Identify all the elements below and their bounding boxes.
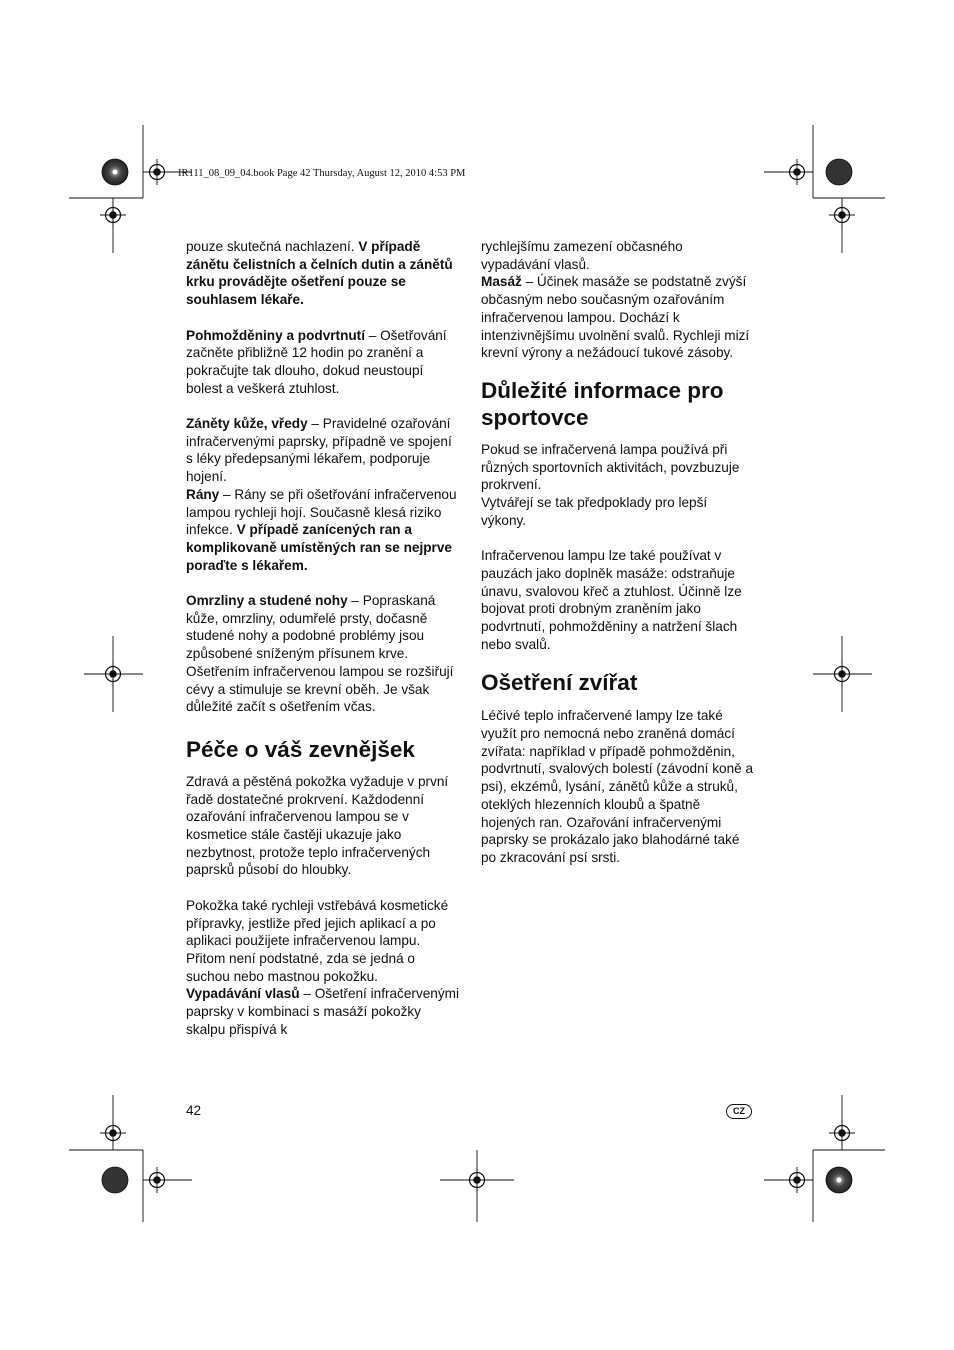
- registration-mark-icon: [144, 1167, 170, 1193]
- paragraph-hair-loss: Vypadávání vlasů – Ošetření infračervenými paprsky v kombinaci s masáží pokožky skalpu přispívá k: [186, 986, 460, 1037]
- heading-animal-care: Ošetření zvířat: [481, 670, 638, 696]
- registration-mark-icon: [784, 1167, 810, 1193]
- registration-mark-icon: [464, 1167, 490, 1193]
- paragraph-frostbite: Omrzliny a studené nohy – Popraskaná kůže, omrzliny, odumřelé prsty, dočasně studené nohy a podobné problémy jsou způsobené sníženým přísunem krve. Ošetřením infračervenou lampou se rozšiřují cévy a stimuluje se krevní oběh. Je však důležité začít s ošetřením včas.: [186, 593, 454, 715]
- language-badge: CZ: [726, 1104, 752, 1119]
- right-column: [481, 238, 756, 867]
- paragraph-skin: Záněty kůže, vředy – Pravidelné ozařování infračervenými paprsky, případně ve spojení s léky předepsanými lékařem, podporuje hojení.: [186, 416, 452, 485]
- paragraph-sport-massage: Infračervenou lampu lze také používat v pauzách jako doplněk masáže: odstraňuje únavu, svalovou křeč a ztuhlost. Účinně lze bojovat proti drobným zraněním jako podvrtnutí, pohmožděniny a natržení šlach nebo svalů.: [481, 548, 742, 652]
- paragraph-sport-circulation: Pokud se infračervená lampa používá při různých sportovních aktivitách, povzbuzuje prokrvení.: [481, 441, 740, 493]
- warning-sinus: V případě zánětu čelistních a čelních dutin a zánětů krku provádějte ošetření pouze se souhlasem lékaře.: [186, 239, 453, 308]
- registration-mark-icon: [100, 661, 126, 687]
- color-wheel-icon: [826, 159, 852, 185]
- registration-mark-icon: [829, 1120, 855, 1146]
- registration-mark-icon: [829, 202, 855, 228]
- page-number: 42: [186, 1103, 202, 1118]
- paragraph-cold: pouze skutečná nachlazení. V případě zánětu čelistních a čelních dutin a zánětů krku provádějte ošetření pouze se souhlasem lékaře.: [186, 239, 453, 308]
- file-info-header: IR111_08_09_04.book Page 42 Thursday, August 12, 2010 4:53 PM: [178, 168, 466, 179]
- heading-athletes: Důležité informace pro sportovce: [481, 377, 724, 430]
- heading-appearance-care: Péče o váš zevnějšek: [186, 736, 415, 762]
- registration-mark-icon: [144, 159, 170, 185]
- registration-mark-icon: [100, 1120, 126, 1146]
- paragraph-bruises: Pohmožděniny a podvrtnutí – Ošetřování začněte přibližně 12 hodin po zranění a pokračujte tak dlouho, dokud neustoupí bolest a veškerá ztuhlost.: [186, 327, 447, 396]
- color-wheel-icon: [102, 159, 128, 185]
- paragraph-performance: Vytvářejí se tak předpoklady pro lepší výkony.: [481, 495, 708, 528]
- paragraph-animals: Léčivé teplo infračervené lampy lze také využít pro nemocná nebo zraněná domácí zvířata: například v případě pohmožděnin, podvrtnutí, svalových bolestí (závodní koně a psi), ekzémů, lysání, zánětů kůže a struků, oteklých hlezenních kloubů a špatně hojených ran. Ozařování infračervenými paprsky se prokázalo jako blahodárné také po zkracování psí srsti.: [481, 708, 754, 865]
- left-column: [186, 238, 461, 1038]
- paragraph-hair-loss-cont: rychlejšímu zamezení občasného vypadávání vlasů.: [481, 239, 683, 272]
- registration-mark-icon: [100, 202, 126, 228]
- color-wheel-icon: [102, 1167, 128, 1193]
- warning-wounds: V případě zanícených ran a komplikovaně umístěných ran se nejprve poraďte s lékařem.: [186, 522, 452, 573]
- paragraph-healthy-skin: Zdravá a pěstěná pokožka vyžaduje v první řadě dostatečné prokrvení. Každodenní ozařování infračervenou lampou se v kosmetice stále častěji ukazuje jako nezbytnost, protože teplo infračervených paprsků působí do hloubky.: [186, 773, 449, 878]
- paragraph-wounds: Rány – Rány se při ošetřování infračervenou lampou rychleji hojí. Současně klesá riziko infekce. V případě zanícených ran a komplikovaně umístěných ran se nejprve poraďte s lékařem.: [186, 486, 457, 573]
- registration-mark-icon: [829, 661, 855, 687]
- paragraph-cosmetics: Pokožka také rychleji vstřebává kosmetické přípravky, jestliže před jejich aplikací a po aplikaci použijete infračervenou lampu. Přitom není podstatné, zda se jedná o suchou nebo mastnou pokožku.: [186, 897, 449, 984]
- registration-mark-icon: [784, 159, 810, 185]
- paragraph-massage: Masáž – Účinek masáže se podstatně zvýší občasným nebo současným ozařováním infračervenou lampou. Dochází k intenzivnějšímu uvolnění svalů. Rychleji mizí krevní výrony a nežádoucí tukové zásoby.: [481, 274, 750, 361]
- color-wheel-icon: [826, 1167, 852, 1193]
